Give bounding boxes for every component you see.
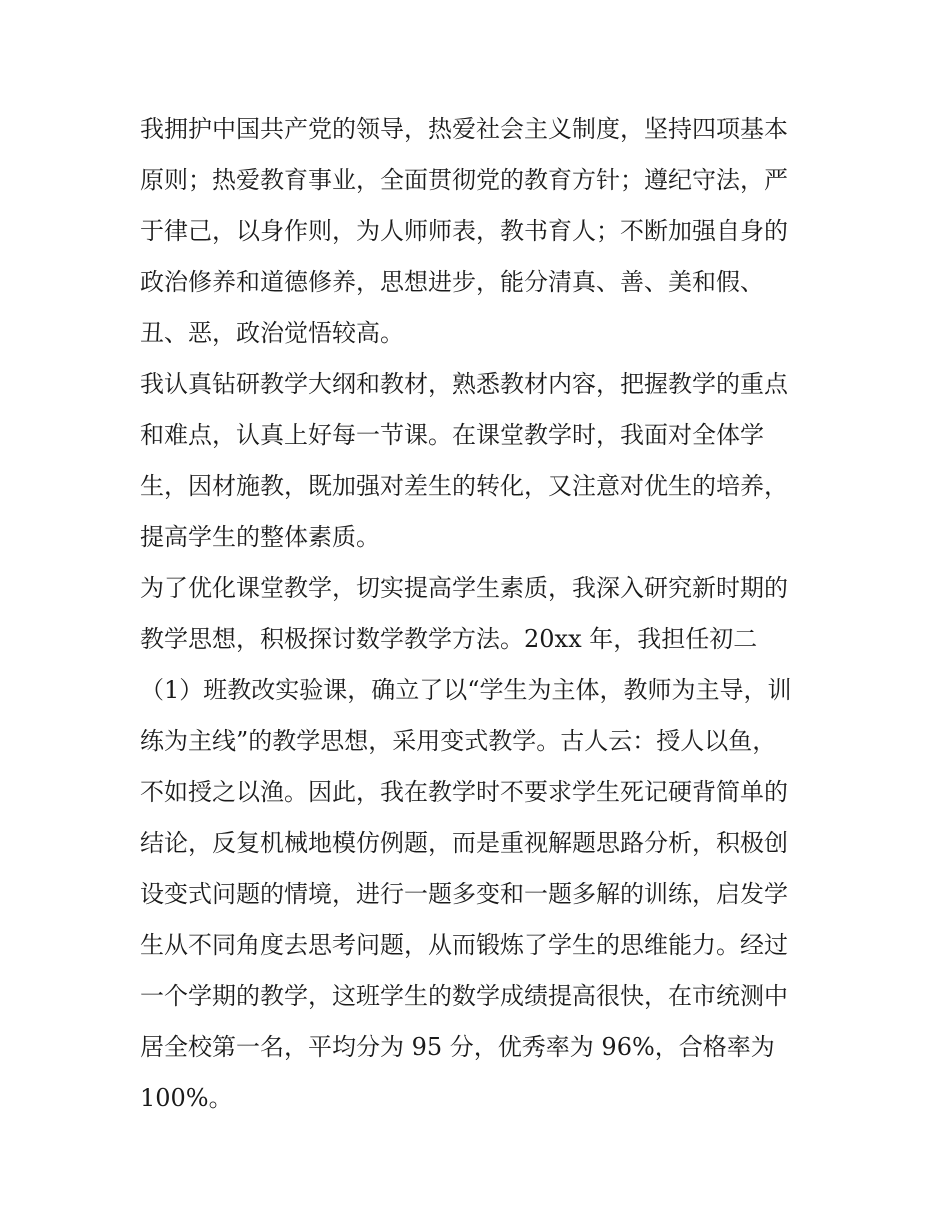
text-line: 不如授之以渔。因此，我在教学时不要求学生死记硬背简单的 (140, 778, 788, 806)
document-body (140, 104, 820, 1124)
text-line: 于律己，以身作则，为人师师表，教书育人；不断加强自身的 (140, 217, 788, 245)
text-line: 政治修养和道德修养，思想进步，能分清真、善、美和假、 (140, 268, 764, 296)
text-line: 设变式问题的情境，进行一题多变和一题多解的训练，启发学 (140, 880, 788, 908)
text-line: 100%。 (140, 1084, 233, 1112)
paragraph (140, 359, 820, 563)
text-line: 丑、恶，政治觉悟较高。 (140, 319, 404, 347)
text-line: 提高学生的整体素质。 (140, 523, 380, 551)
text-line: 生，因材施教，既加强对差生的转化，又注意对优生的培养， (140, 472, 788, 500)
text-line: 和难点，认真上好每一节课。在课堂教学时，我面对全体学 (140, 421, 764, 449)
text-line: 教学思想，积极探讨数学教学方法。20xx 年，我担任初二 (140, 625, 758, 653)
text-line: 练为主线”的教学思想，采用变式教学。古人云：授人以鱼， (140, 727, 777, 755)
paragraph (140, 104, 820, 359)
text-line: 原则；热爱教育事业，全面贯彻党的教育方针；遵纪守法，严 (140, 166, 788, 194)
text-line: （1）班教改实验课，确立了以“学生为主体，教师为主导，训 (140, 676, 792, 704)
text-line: 结论，反复机械地模仿例题，而是重视解题思路分析，积极创 (140, 829, 788, 857)
text-line: 我拥护中国共产党的领导，热爱社会主义制度，坚持四项基本 (140, 115, 788, 143)
text-line: 为了优化课堂教学，切实提高学生素质，我深入研究新时期的 (140, 574, 788, 602)
text-line: 我认真钻研教学大纲和教材，熟悉教材内容，把握教学的重点 (140, 370, 788, 398)
paragraph (140, 563, 820, 1124)
text-line: 生从不同角度去思考问题，从而锻炼了学生的思维能力。经过 (140, 931, 788, 959)
text-line: 一个学期的教学，这班学生的数学成绩提高很快，在市统测中 (140, 982, 788, 1010)
text-line: 居全校第一名，平均分为 95 分，优秀率为 96%，合格率为 (140, 1033, 775, 1061)
